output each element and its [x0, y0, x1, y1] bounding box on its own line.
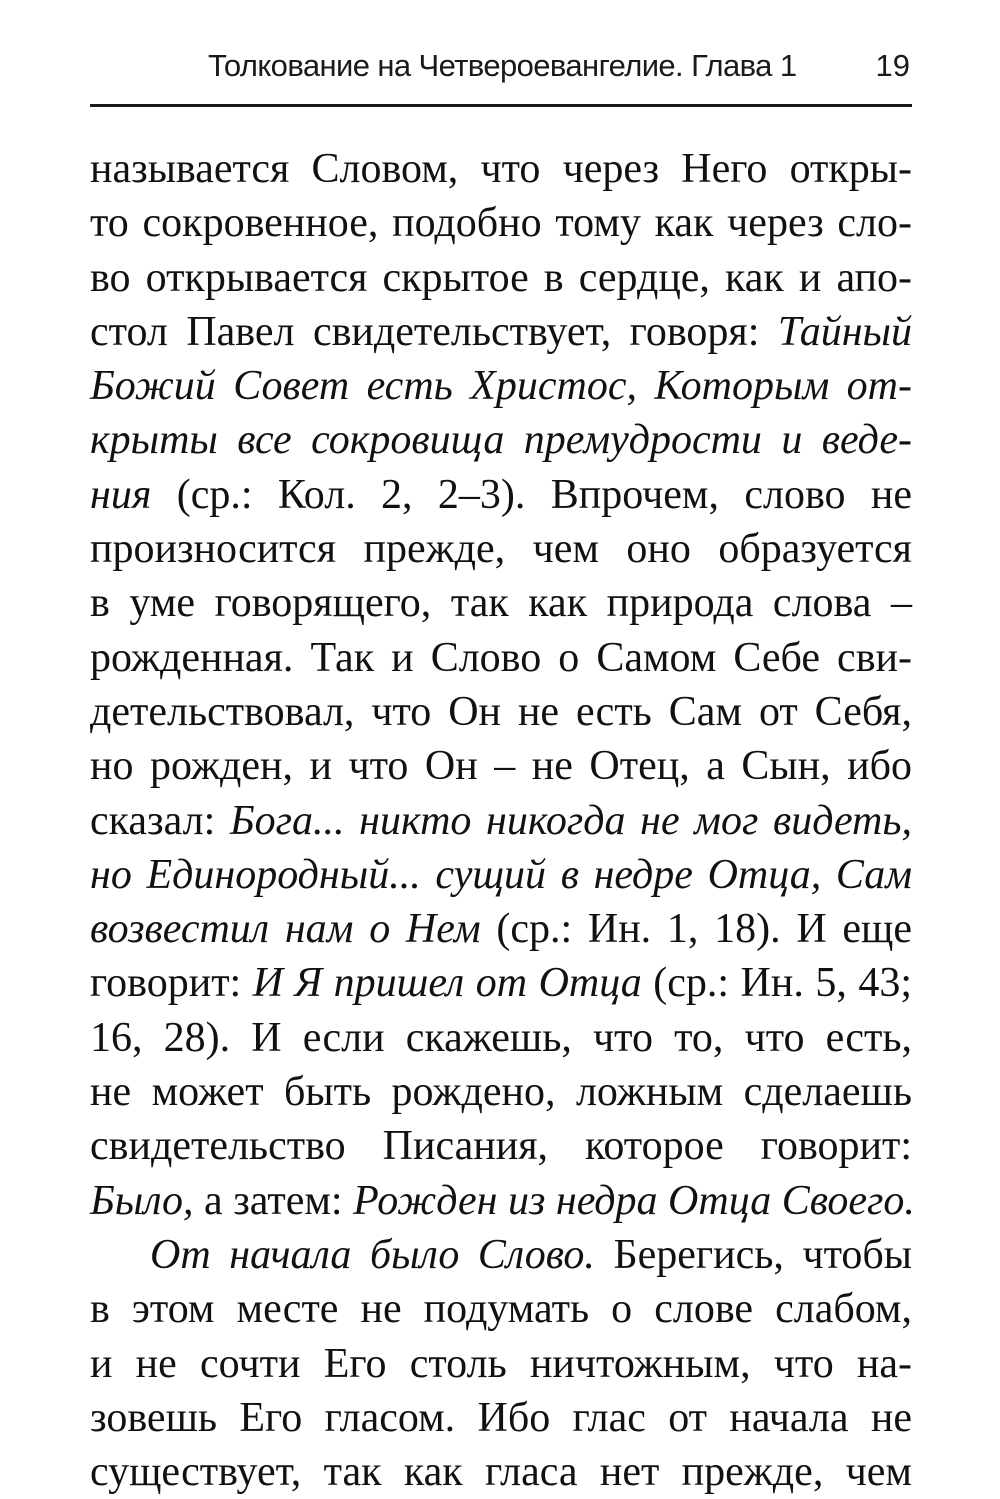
text-run: называется Словом, что через Него откры-	[90, 146, 912, 192]
text-line	[90, 956, 912, 1010]
text-line	[90, 794, 912, 848]
header-rule	[90, 104, 912, 107]
italic-quote: Божий Совет есть Христос, Которым от-	[90, 363, 912, 410]
text-line	[90, 685, 912, 739]
text-run: Берегись, чтобы	[594, 1231, 912, 1278]
italic-quote: Было,	[90, 1177, 194, 1224]
text-run: и не сочти Его столь ничтожным, что на-	[90, 1340, 912, 1387]
text-run: существует, так как гласа нет прежде, чем	[90, 1449, 912, 1496]
text-line	[90, 305, 912, 359]
text-line	[90, 522, 912, 576]
running-title: Толкование на Четвероевангелие. Глава 1	[208, 48, 797, 83]
italic-quote: И Я пришел от Отца	[252, 960, 642, 1007]
text-line	[90, 1282, 912, 1336]
text-run: не может быть рождено, ложным сделаешь	[90, 1069, 912, 1116]
text-run: (ср.: Ин. 5, 43;	[641, 960, 912, 1007]
text-line	[90, 848, 912, 902]
italic-quote: крыты все сокровища премудрости и веде-	[90, 417, 912, 464]
text-line	[90, 1228, 912, 1282]
text-line	[90, 1119, 912, 1173]
text-run: но рожден, и что Он – не Отец, а Сын, ибо	[90, 743, 912, 790]
text-run: в уме говорящего, так как природа слова –	[90, 580, 912, 627]
text-run: а затем:	[193, 1177, 354, 1224]
text-line	[90, 413, 912, 467]
text-run: в этом месте не подумать о слове слабом,	[90, 1286, 912, 1333]
italic-quote: но Единородный... сущий в недре Отца, Сам	[90, 851, 912, 898]
italic-quote: Рожден из недра Отца Своего.	[353, 1177, 915, 1224]
text-run: сказал:	[90, 797, 230, 844]
text-line	[90, 576, 912, 630]
text-run: (ср.: Ин. 1, 18). И еще	[480, 906, 912, 953]
text-line	[90, 902, 912, 956]
text-line	[90, 739, 912, 793]
text-line	[90, 468, 912, 522]
page-number: 19	[875, 48, 910, 83]
running-head	[90, 44, 912, 94]
text-run: говорит:	[90, 960, 253, 1007]
text-run: во открывается скрытое в сердце, как и апо-	[90, 254, 912, 301]
italic-quote: От начала было Слово.	[150, 1231, 595, 1278]
italic-quote: ния	[90, 471, 152, 518]
text-run: детельствовал, что Он не есть Сам от Себя,	[90, 688, 912, 735]
text-run: 16, 28). И если скажешь, что то, что есть,	[90, 1014, 912, 1061]
text-line	[90, 1337, 912, 1391]
text-run: (ср.: Кол. 2, 2–3). Впрочем, слово не	[151, 471, 912, 518]
italic-quote: Тайный	[777, 308, 912, 355]
text-run: стол Павел свидетельствует, говоря:	[90, 308, 778, 355]
text-run: зовешь Его гласом. Ибо глас от начала не	[90, 1394, 912, 1441]
text-run: рожденная. Так и Слово о Самом Себе сви-	[90, 634, 912, 681]
italic-quote: Бога... никто никогда не мог видеть,	[229, 797, 912, 844]
text-line	[90, 359, 912, 413]
italic-quote: возвестил нам о Нем	[90, 906, 481, 953]
text-line	[90, 1011, 912, 1065]
text-line	[90, 631, 912, 685]
text-run: свидетельство Писания, которое говорит:	[90, 1123, 912, 1170]
text-line	[90, 196, 912, 250]
text-line	[90, 1445, 912, 1499]
text-run: произносится прежде, чем оно образуется	[90, 526, 912, 573]
text-line	[90, 1065, 912, 1119]
text-line	[90, 1174, 915, 1228]
text-line	[90, 1391, 912, 1445]
text-line	[90, 251, 912, 305]
text-run: то сокровенное, подобно тому как через сло-	[90, 200, 912, 247]
body-text	[90, 142, 915, 1499]
text-line	[90, 142, 912, 196]
